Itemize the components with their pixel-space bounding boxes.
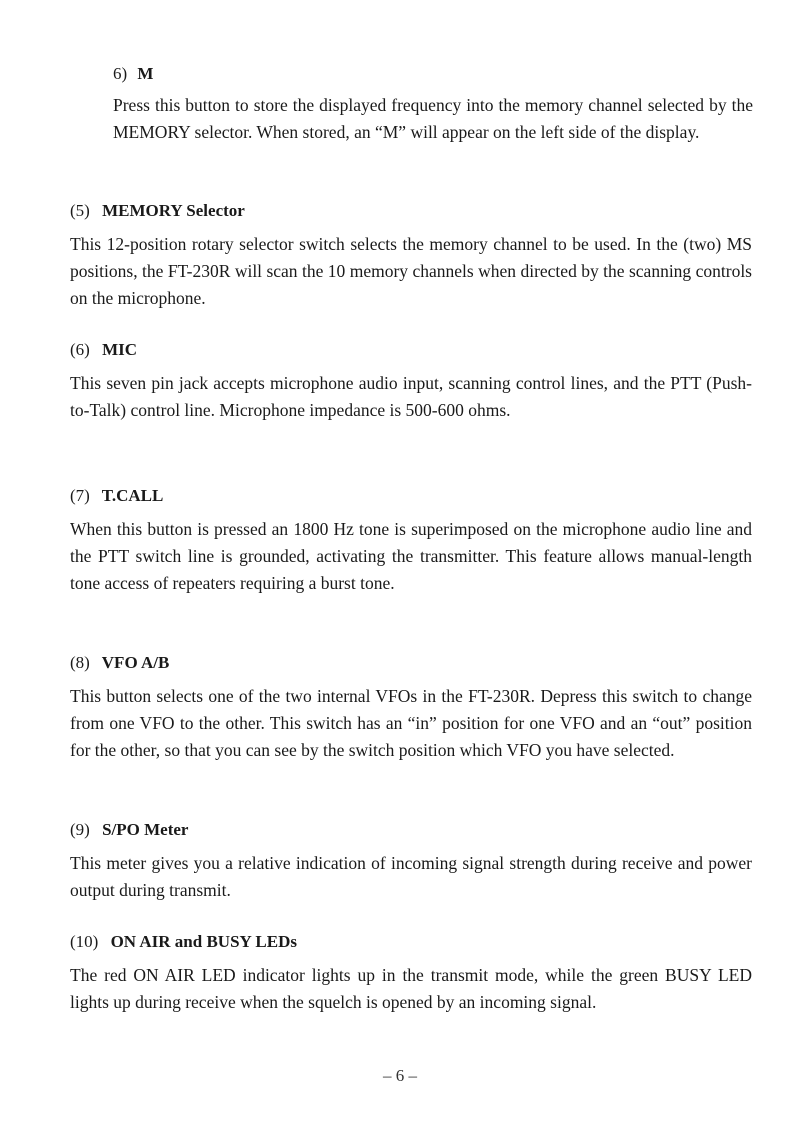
section-text: This 12-position rotary selector switch selects the memory channel to be used. In the (two) MS positions, the FT-230R will scan the 10 memory channels when directed by the scanning controls on the microphone. (70, 234, 752, 308)
section-number: (6) (70, 340, 90, 359)
section-title: MIC (102, 340, 138, 359)
section-text: This meter gives you a relative indication of incoming signal strength during receive and power output during transmit. (70, 853, 752, 900)
section-mic (70, 338, 752, 424)
subsection-text: Press this button to store the displayed frequency into the memory channel selected by the MEMORY selector. When stored, an “M” will appear on the left side of the display. (113, 95, 753, 142)
section-text: When this button is pressed an 1800 Hz tone is superimposed on the microphone audio line and the PTT switch line is grounded, activating the transmitter. This feature allows manual-length tone access of repeaters requiring a burst tone. (70, 519, 752, 593)
section-text: The red ON AIR LED indicator lights up in the transmit mode, while the green BUSY LED lights up during receive when the squelch is opened by an incoming signal. (70, 965, 752, 1012)
subsection-heading (113, 64, 153, 84)
section-heading (70, 651, 752, 675)
section-number: (5) (70, 201, 90, 220)
section-memory-selector (70, 199, 752, 312)
section-heading (70, 199, 752, 223)
section-number: (9) (70, 820, 90, 839)
section-title: T.CALL (101, 486, 164, 505)
section-text: This button selects one of the two internal VFOs in the FT-230R. Depress this switch to change from one VFO to the other. This switch has an “in” position for one VFO and an “out” position for the other, so that you can see by the switch position which VFO you have selected. (70, 686, 752, 760)
section-heading (70, 930, 752, 954)
section-title: VFO A/B (101, 653, 170, 672)
section-heading (70, 338, 752, 362)
section-number: (7) (70, 486, 90, 505)
section-spo-meter (70, 818, 752, 904)
page-number: – 6 – (383, 1066, 417, 1085)
section-title: S/PO Meter (102, 820, 189, 839)
section-leds (70, 930, 752, 1016)
section-number: (8) (70, 653, 90, 672)
section-vfo-ab (70, 651, 752, 764)
section-title: MEMORY Selector (102, 201, 245, 220)
section-heading (70, 818, 752, 842)
section-number: (10) (70, 932, 99, 951)
section-tcall (70, 484, 752, 597)
subsection-title: M (137, 64, 154, 83)
section-title: ON AIR and BUSY LEDs (110, 932, 298, 951)
section-text: This seven pin jack accepts microphone audio input, scanning control lines, and the PTT (Push-to-Talk) control line. Microphone impedance is 500-600 ohms. (70, 373, 752, 420)
section-heading (70, 484, 752, 508)
subsection-number: 6) (113, 64, 128, 83)
